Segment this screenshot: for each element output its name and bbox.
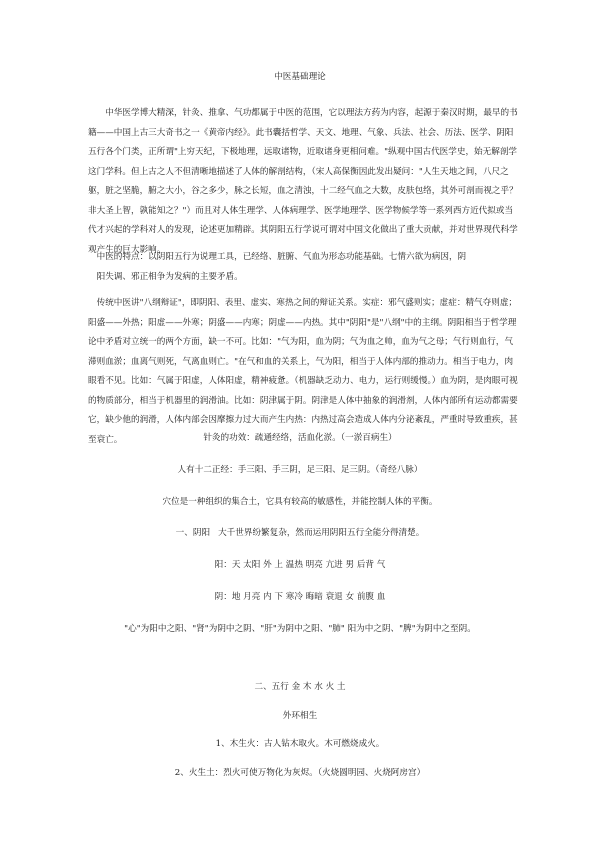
yinyang-section — [0, 526, 600, 540]
yinyang-intro: 大千世界纷繁复杂，然而运用阴阳五行全能分得清楚。 — [218, 528, 425, 538]
features-line-1: 中医的特点：以阴阳五行为说理工具，已经络、脏腑、气血为形态功能基础。七情六欲为病因，阴 — [96, 252, 467, 262]
eight-principles-paragraph: 传统中医讲"八纲辩证"，即阴阳、表里、虚实、寒热之间的辩证关系。实症：邪气盛则实；虚症：精气夺则虚；阳盛——外热；阳虚——外寒；阴盛——内寒；阴虚——内热。其中"阴阳"是"八纲"中的主纲。阴阳相当于哲学理论中矛盾对立统一的两个方面，缺一不可。比如："气为阳，血为阴；气为血之帅，血为气之母；气行则血行，气滞则血淤；血离气则死，气离血则亡。"在气和血的关系上，气为阳，相当于人体内部的推动力。相当于电力，肉眼看不见。比如：气属于阳虚，人体阳虚，精神疲惫。（机器缺乏动力、电力，运行则缓慢。）血为阴，是肉眼可视的物质部分，相当于机器里的润滑油。比如：阴津属于阴。阴津是人体中抽象的润滑剂，人体内部所有运动都需要它，缺少他的润滑，人体内部会因摩擦力过大而产生内热：内热过高会造成人体内分泌紊乱，严重时导致重疾，甚至衰亡。 — [88, 298, 518, 445]
item-text: 、木生火：古人钻木取火。木可燃烧成火。 — [221, 739, 385, 749]
intro-paragraph: 中华医学博大精深，针灸、推拿、气功都属于中医的范围，它以理法方药为内容，起源于秦汉时期，最早的书籍——中国上古三大奇书之一《黄帝内经》。此书囊括哲学、天文、地理、气象、兵法、社会、历法、医学、阴阳五行各个门类，正所谓"上穷天纪，下极地理，远取诸物，近取诸身更相问难。"纵观中国古代医学史，始无解剖学这门学科。但上古之人不但清晰地描述了人体的解剖结构，（宋人高保衡因此发出疑问："人生天地之间，八尺之躯，脏之坚脆，腑之大小，谷之多少，脉之长短，血之清浊，十二经气血之大数，皮肤包络，其外可剖而视之乎？非大圣上智，孰能知之？"）而且对人体生理学、人体病理学、医学地理学、医学物候学等一系列西方近代拟或当代才兴起的学科对人的发现，论述更加精辟。其阴阳五行学说可谓对中国文化做出了重大贡献，并对世界现代科学观产生的巨大影响。 — [88, 108, 518, 255]
item-text: 、火生土：烈火可使万物化为灰烬。（火烧圆明园、火烧阿房宫） — [180, 768, 426, 778]
meridians-line: 人有十二正经：手三阳、手三阴，足三阳、足三阴。（奇经八脉） — [177, 465, 423, 475]
list-item — [0, 766, 600, 780]
yin-line: 阴：地 月亮 内 下 寒冷 晦暗 衰退 女 前腹 血 — [214, 592, 386, 602]
organs-line: "心"为阳中之阳、"肾"为阴中之阴、"肝"为阴中之阳、"肺" 阳为中之阴、"脾"为阴中之至阴。 — [124, 624, 476, 634]
list-item — [0, 737, 600, 751]
page-title: 中医基础理论 — [274, 72, 326, 82]
features-line-2: 阳失调、邪正相争为发病的主要矛盾。 — [96, 271, 243, 282]
item-number: 1 — [215, 739, 222, 749]
features-paragraph — [88, 248, 518, 287]
item-number: 2 — [174, 768, 181, 778]
cycle-heading: 外环相生 — [282, 711, 318, 721]
yang-line: 阳：天 太阳 外 上 温热 明亮 亢进 男 后背 气 — [214, 560, 386, 570]
acupoint-line: 穴位是一种组织的集合土，它具有较高的敏感性，并能控制人体的平衡。 — [162, 497, 438, 507]
acupuncture-line: 针灸的功效：疏通经络，活血化淤。（一淤百病生） — [203, 433, 397, 443]
yinyang-heading: 一、阴阳 — [175, 528, 211, 538]
wuxing-heading: 二、五行 金 木 水 火 土 — [254, 682, 346, 692]
